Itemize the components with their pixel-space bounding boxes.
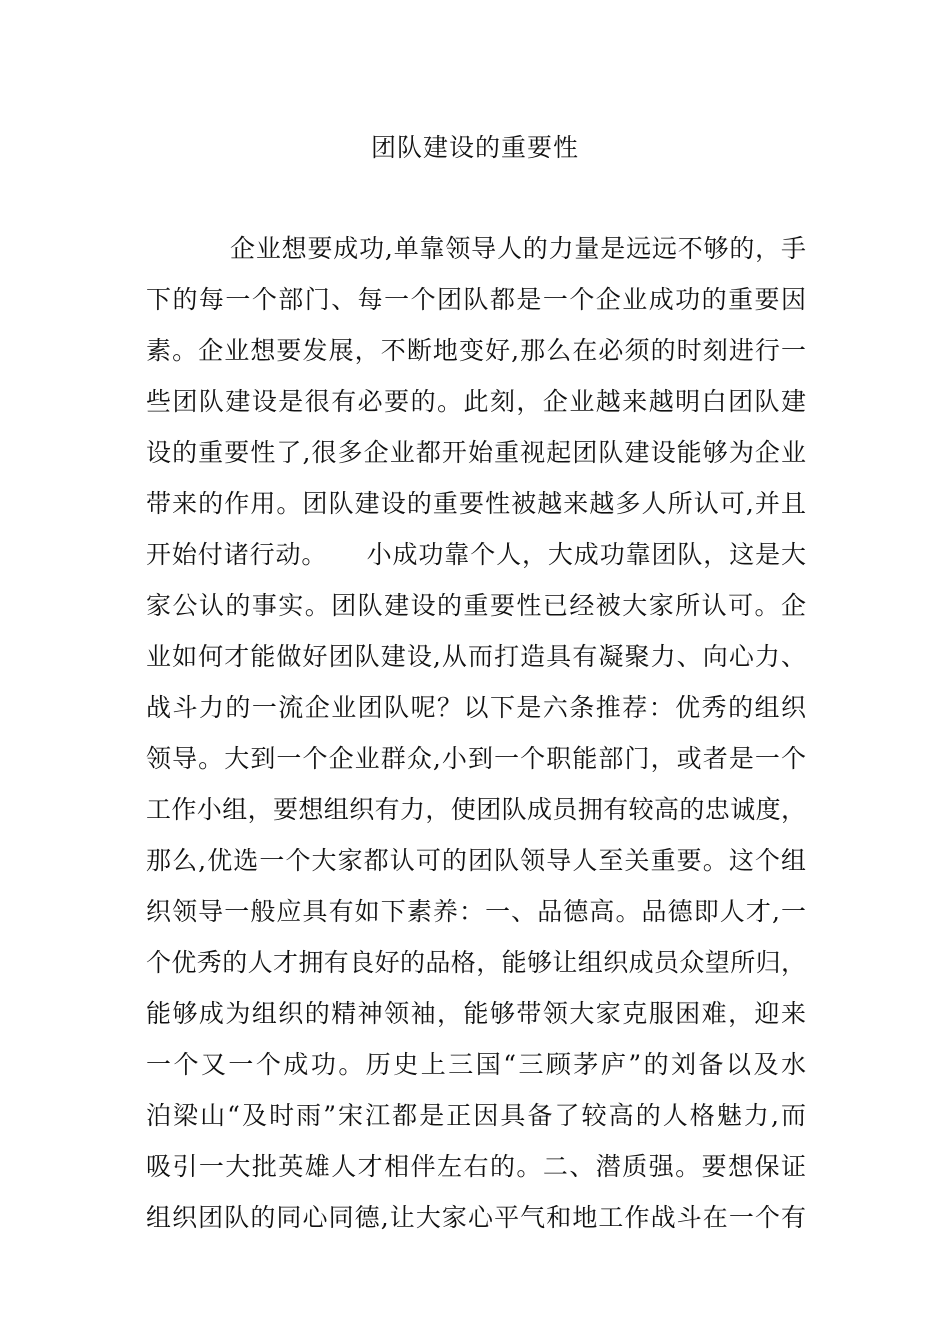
body-line: 个优秀的人才拥有良好的品格，能够让组织成员众望所归， xyxy=(146,948,806,977)
body-line: 能够成为组织的精神领袖，能够带领大家克服困难，迎来 xyxy=(146,999,806,1028)
body-line: 家公认的事实。团队建设的重要性已经被大家所认可。企 xyxy=(146,591,806,620)
body-line: 下的每一个部门、每一个团队都是一个企业成功的重要因 xyxy=(146,285,806,314)
body-line: 组织团队的同心同德,让大家心平气和地工作战斗在一个有 xyxy=(146,1203,806,1232)
body-line: 设的重要性了,很多企业都开始重视起团队建设能够为企业 xyxy=(146,438,806,467)
body-line: 开始付诸行动。 小成功靠个人，大成功靠团队，这是大 xyxy=(146,540,806,569)
body-line: 业如何才能做好团队建设,从而打造具有凝聚力、向心力、 xyxy=(146,642,806,671)
document-title: 团队建设的重要性 xyxy=(370,133,579,162)
body-line: 工作小组，要想组织有力，使团队成员拥有较高的忠诚度， xyxy=(146,795,806,824)
body-line: 领导。大到一个企业群众,小到一个职能部门，或者是一个 xyxy=(146,744,806,773)
body-line: 一个又一个成功。历史上三国“三顾茅庐”的刘备以及水 xyxy=(146,1050,806,1079)
body-line: 吸引一大批英雄人才相伴左右的。二、潜质强。要想保证 xyxy=(146,1152,806,1181)
body-line: 织领导一般应具有如下素养：一、品德高。品德即人才,一 xyxy=(146,897,806,926)
body-line: 泊梁山“及时雨”宋江都是正因具备了较高的人格魅力,而 xyxy=(146,1101,806,1130)
body-line: 战斗力的一流企业团队呢？以下是六条推荐：优秀的组织 xyxy=(146,693,806,722)
body-line: 素。企业想要发展，不断地变好,那么在必须的时刻进行一 xyxy=(146,336,806,365)
body-line: 企业想要成功,单靠领导人的力量是远远不够的，手 xyxy=(230,234,806,263)
body-line: 那么,优选一个大家都认可的团队领导人至关重要。这个组 xyxy=(146,846,806,875)
body-line: 些团队建设是很有必要的。此刻，企业越来越明白团队建 xyxy=(146,387,806,416)
document-body xyxy=(146,227,806,1247)
body-line: 带来的作用。团队建设的重要性被越来越多人所认可,并且 xyxy=(146,489,806,518)
